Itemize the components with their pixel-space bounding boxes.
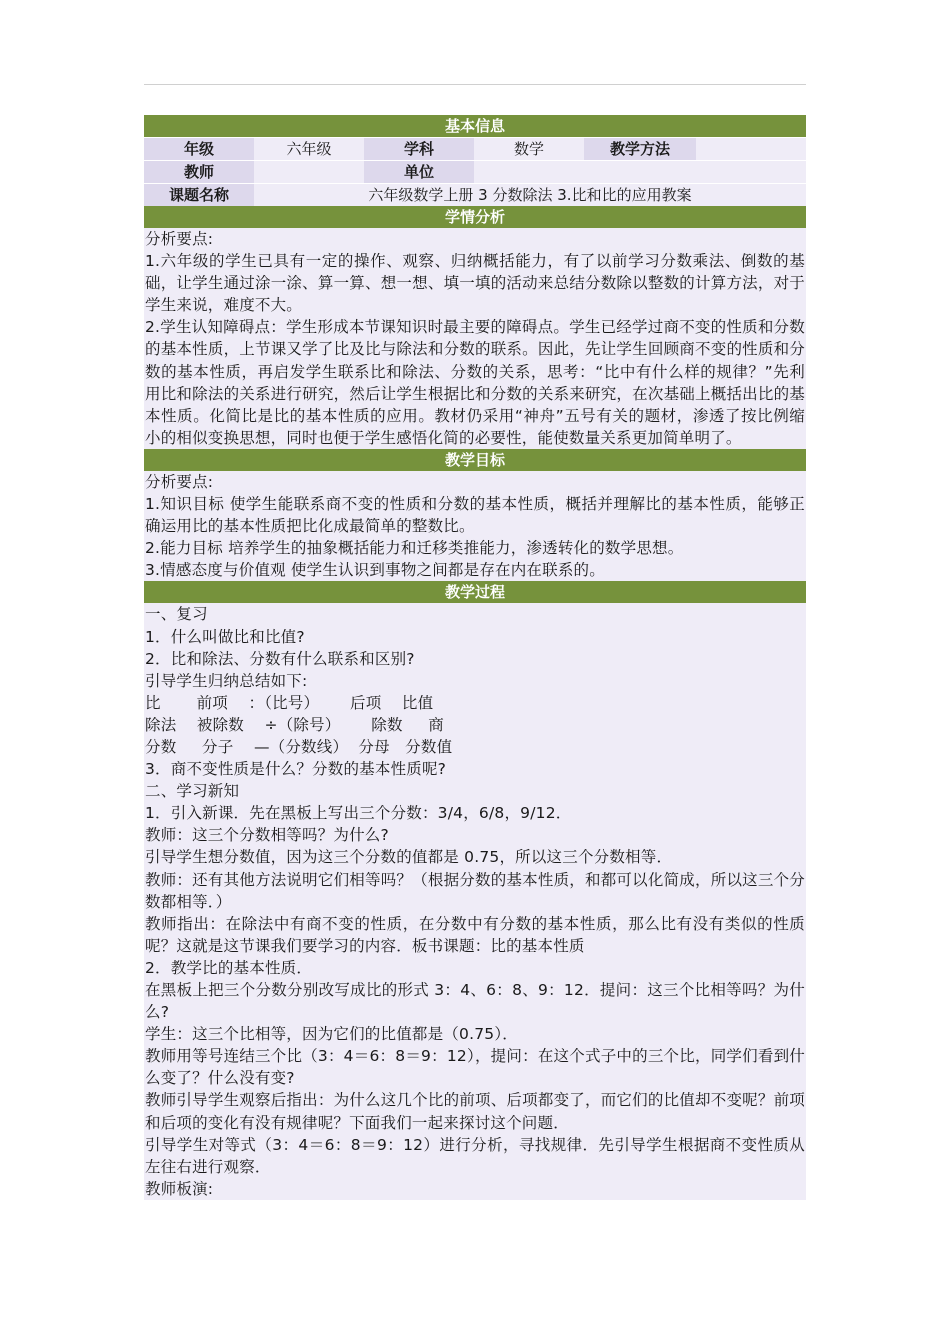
process-line: 引导学生归纳总结如下: [145,671,308,690]
teacher-value [254,161,364,183]
process-line: 1．引入新课．先在黑板上写出三个分数：3/4，6/8，9/12． [145,804,572,823]
info-row-title [144,183,806,206]
process-line: 教师：还有其他方法说明它们相等吗？（根据分数的基本性质，和都可以化简成，所以这三个分数都相等．） [145,870,805,911]
objective-line: 分析要点: [145,472,214,491]
lesson-plan-document [144,115,806,1200]
process-line: 引导学生想分数值，因为这三个分数的值都是 0.75，所以这三个分数相等． [145,848,673,867]
teacher-label: 教师 [144,161,254,183]
process-line: 引导学生对等式（3：4＝6：8＝9：12）进行分析，寻找规律．先引导学生根据商不变性质从左往右进行观察． [145,1135,805,1176]
subject-label: 学科 [364,138,474,160]
unit-value [474,161,806,183]
comparison-table-row: 比 前项 ：（比号） 后项 比值 [145,693,434,712]
process-line: 一、复习 [145,605,208,624]
basic-info-header: 基本信息 [144,115,806,137]
comparison-table-row: 分数 分子 —（分数线） 分母 分数值 [145,737,453,756]
process-line: 2．比和除法、分数有什么联系和区别? [145,649,415,668]
process-line: 教师引导学生观察后指出：为什么这几个比的前项、后项都变了，而它们的比值却不变呢？前项和后项的变化有没有规律呢？下面我们一起来探讨这个问题． [145,1091,805,1132]
process-section [144,603,806,1200]
objective-line: 3.情感态度与价值观 使学生认识到事物之间都是存在内在联系的。 [145,561,605,580]
grade-value: 六年级 [254,138,364,160]
top-rule [144,84,806,85]
analysis-section [144,228,806,449]
objectives-section [144,471,806,581]
objective-line: 2.能力目标 培养学生的抽象概括能力和迁移类推能力，渗透转化的数学思想。 [145,539,684,558]
process-line: 2．教学比的基本性质． [145,958,313,977]
analysis-line: 1.六年级的学生已具有一定的操作、观察、归纳概括能力，有了以前学习分数乘法、倒数的基础，让学生通过涂一涂、算一算、想一想、填一填的活动来总结分数除以整数的计算方法，对于学生来说，难度不大。 [145,252,805,315]
info-row-teacher [144,160,806,183]
process-line: 教师板演: [145,1179,214,1198]
method-value [696,138,806,160]
method-label: 教学方法 [584,138,696,160]
analysis-line: 分析要点: [145,230,214,248]
unit-label: 单位 [364,161,474,183]
lesson-title-label: 课题名称 [144,184,254,206]
process-line: 教师：这三个分数相等吗？为什么? [145,826,389,845]
info-row-grade [144,137,806,160]
analysis-header: 学情分析 [144,206,806,228]
subject-value: 数学 [474,138,584,160]
process-line: 教师指出：在除法中有商不变的性质，在分数中有分数的基本性质，那么比有没有类似的性质呢？这就是这节课我们要学习的内容．板书课题：比的基本性质 [145,914,805,955]
objectives-header: 教学目标 [144,449,806,471]
process-line: 二、学习新知 [145,782,240,801]
lesson-title-value: 六年级数学上册 3 分数除法 3.比和比的应用教案 [254,184,806,206]
objective-line: 1.知识目标 使学生能联系商不变的性质和分数的基本性质，概括并理解比的基本性质，能够正确运用比的基本性质把比化成最简单的整数比。 [145,495,805,536]
process-line: 1．什么叫做比和比值? [145,627,305,646]
process-line: 在黑板上把三个分数分别改写成比的形式 3：4、6：8、9：12．提问：这三个比相等吗？为什么? [145,981,805,1022]
process-header: 教学过程 [144,581,806,603]
comparison-table-row: 除法 被除数 ÷（除号） 除数 商 [145,715,445,734]
process-line: 3．商不变性质是什么？分数的基本性质呢? [145,760,447,779]
grade-label: 年级 [144,138,254,160]
process-line: 教师用等号连结三个比（3：4＝6：8＝9：12），提问：在这个式子中的三个比，同学们看到什么变了？什么没有变? [145,1047,805,1088]
process-line: 学生：这三个比相等，因为它们的比值都是（0.75）． [145,1025,518,1044]
analysis-line: 2.学生认知障碍点：学生形成本节课知识时最主要的障碍点。学生已经学过商不变的性质和分数的基本性质，上节课又学了比及比与除法和分数的联系。因此，先让学生回顾商不变的性质和分数的基本性质，再启发学生联系比和除法、分数的关系，思考：“比中有什么样的规律？”先利用比和除法的关系进行研究，然后让学生根据比和分数的关系来研究，在次基础上概括出比的基本性质。化简比是比的基本性质的应用。教材仍采用“神舟”五号有关的题材，渗透了按比例缩小的相似变换思想，同时也便于学生感悟化简的必要性，能使数量关系更加简单明了。 [145,318,805,447]
